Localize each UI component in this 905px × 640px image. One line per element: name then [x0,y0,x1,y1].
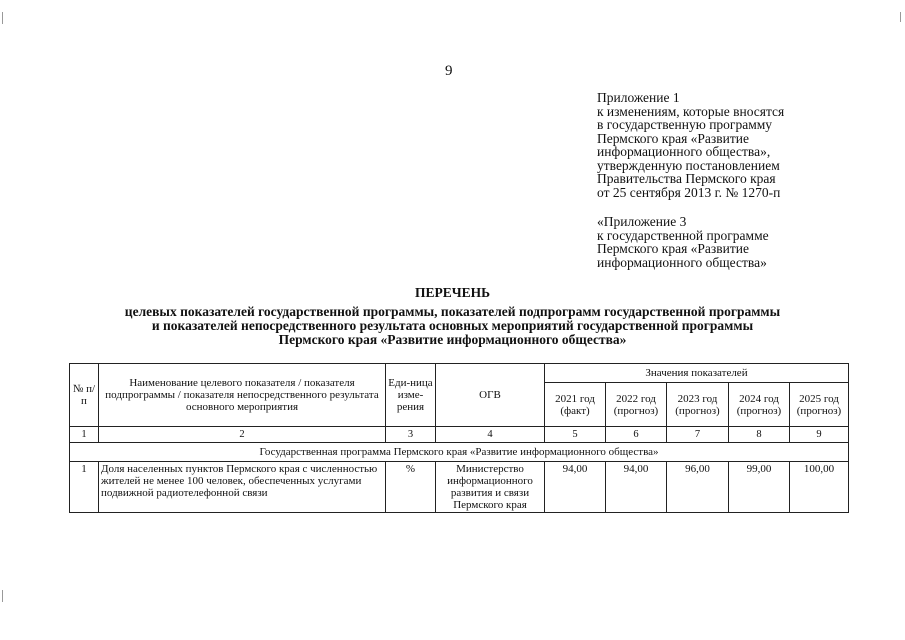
header-year: 2023 год (прогноз) [667,383,729,427]
appendix-3-line: «Приложение 3 [597,214,687,229]
appendix-1-line: утвержденную постановлением [597,157,780,173]
indicators-table [69,363,849,513]
column-numbers-row [70,427,849,443]
column-number: 9 [790,427,849,443]
appendix-1-line: Пермского края «Развитие [597,130,749,146]
column-number: 4 [436,427,545,443]
row-value-2025: 100,00 [790,462,849,513]
header-values-group: Значения показателей [545,364,849,383]
appendix-1-line: Правительства Пермского края [597,171,776,186]
appendix-1-line: к изменениям, которые вносятся [597,103,785,119]
column-number: 5 [545,427,606,443]
subtitle-line: и показателей непосредственного результата основных мероприятий государственной программы [151,318,754,333]
row-value-2022: 94,00 [606,462,667,513]
table-header-row [70,364,849,383]
header-ogv: ОГВ [436,364,545,427]
row-num: 1 [70,462,99,513]
appendix-3-line: информационного общества» [597,254,767,270]
column-number: 6 [606,427,667,443]
row-unit: % [386,462,436,513]
column-number: 1 [70,427,99,443]
header-unit: Еди-ница изме-рения [386,364,436,427]
header-year: 2025 год (прогноз) [790,383,849,427]
column-number: 3 [386,427,436,443]
program-title-row [70,443,849,462]
row-value-2024: 99,00 [729,462,790,513]
program-title: Государственная программа Пермского края «Развитие информационного общества» [70,443,849,462]
table-row [70,462,849,513]
header-num: № п/п [70,364,99,427]
appendix-1-block [597,91,784,199]
header-name: Наименование целевого показателя / показателя подпрограммы / показателя непосредственного результата основного мероприятия [99,364,386,427]
column-number: 2 [99,427,386,443]
scan-margin-mark [900,12,901,22]
scan-margin-mark [2,12,3,24]
appendix-1-line: информационного общества», [597,144,771,159]
column-number: 7 [667,427,729,443]
row-value-2023: 96,00 [667,462,729,513]
column-number: 8 [729,427,790,443]
page-number: 9 [445,63,453,79]
appendix-1-line: от 25 сентября 2013 г. № 1270-п [597,184,781,200]
appendix-3-block [597,215,769,269]
header-year: 2021 год (факт) [545,383,606,427]
document-subtitle [0,305,905,347]
row-indicator-name: Доля населенных пунктов Пермского края с численностью жителей не менее 100 человек, обеспеченных услугами подвижной радиотелефонной связи [99,462,386,513]
row-ogv: Министерство информационного развития и связи Пермского края [436,462,545,513]
subtitle-line: целевых показателей государственной программы, показателей подпрограмм государственной программы [124,304,781,319]
appendix-3-line: к государственной программе [597,227,769,243]
header-year: 2022 год (прогноз) [606,383,667,427]
appendix-3-line: Пермского края «Развитие [597,241,749,256]
scan-margin-mark [2,590,3,602]
document-title: ПЕРЕЧЕНЬ [414,285,491,300]
subtitle-line: Пермского края «Развитие информационного общества» [278,332,627,347]
appendix-1-line: Приложение 1 [597,90,680,105]
appendix-1-line: в государственную программу [597,117,773,132]
row-value-2021: 94,00 [545,462,606,513]
header-year: 2024 год (прогноз) [729,383,790,427]
